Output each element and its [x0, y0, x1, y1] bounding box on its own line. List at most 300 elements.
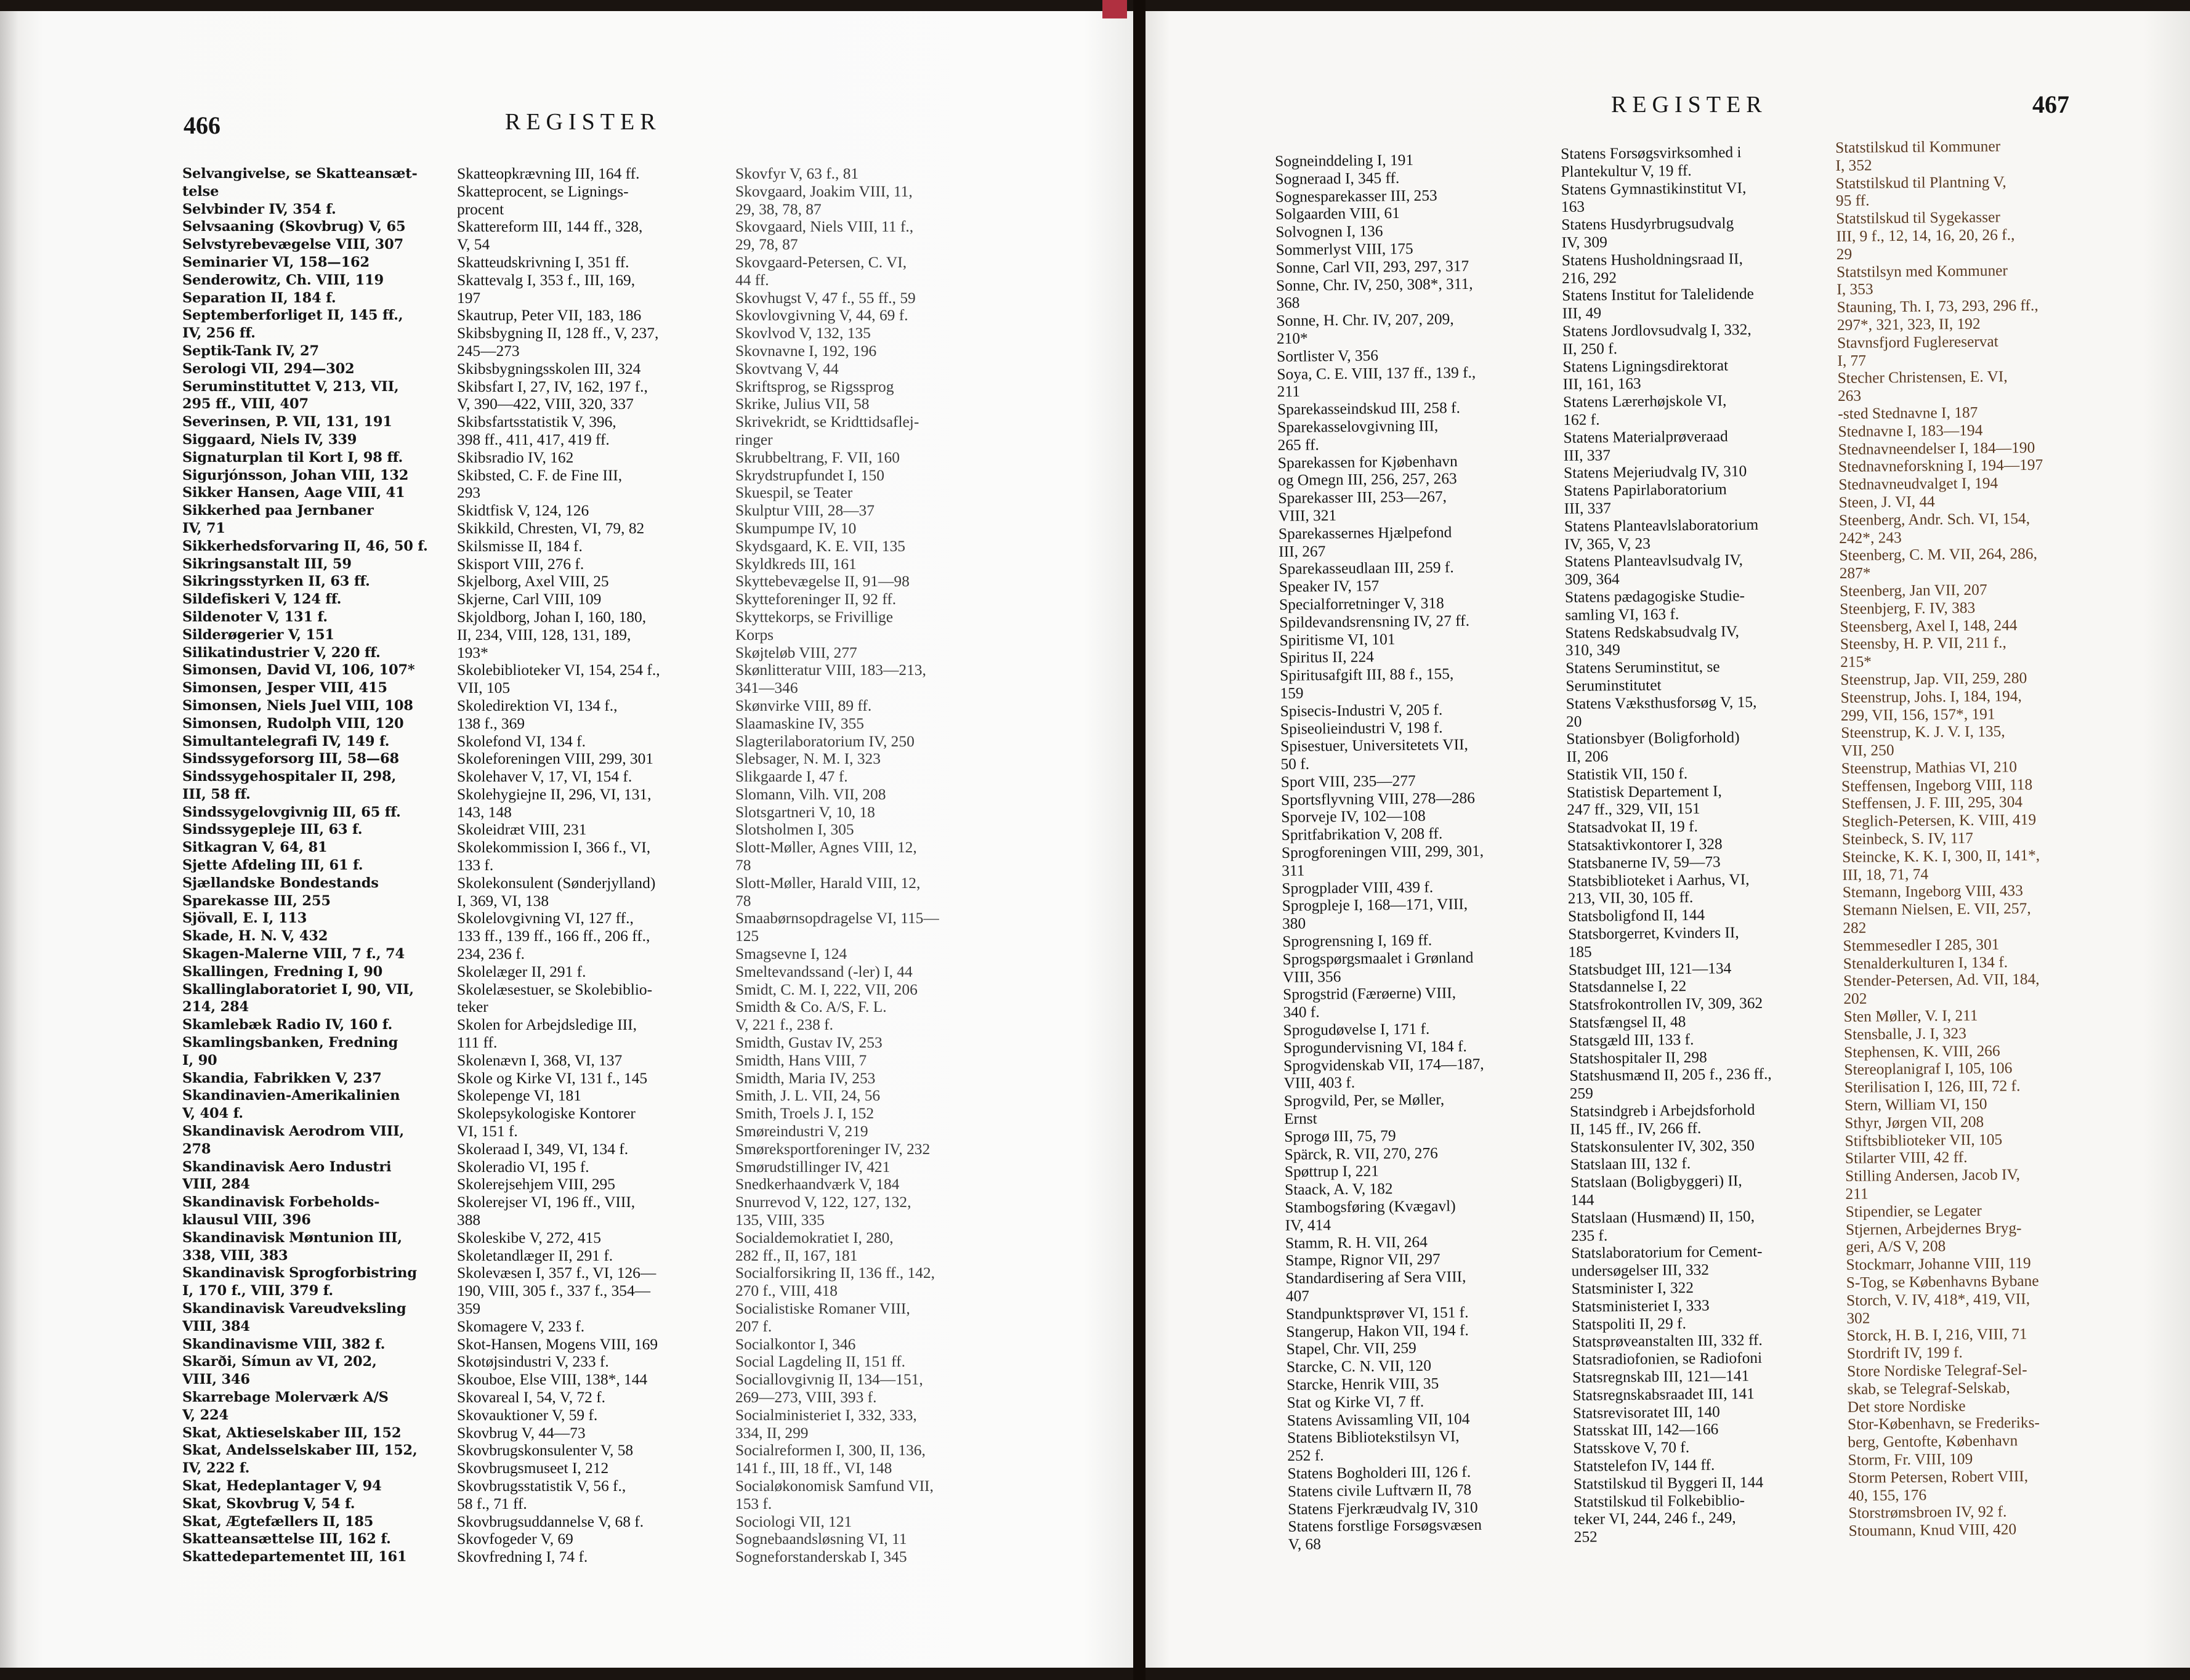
index-line: 340 f.	[1283, 1003, 1320, 1022]
index-line: Sporveje IV, 102—108	[1281, 807, 1426, 826]
index-line: Sikringsanstalt III, 59	[182, 555, 352, 572]
index-line: Spisecis-Industri V, 205 f.	[1280, 701, 1443, 720]
index-line: 302	[1846, 1309, 1870, 1327]
index-line: 58 f., 71 ff.	[457, 1495, 527, 1512]
index-line: V, 221 f., 238 f.	[735, 1016, 833, 1034]
index-line: 138 f., 369	[457, 714, 525, 732]
index-line: klausul VIII, 396	[182, 1212, 311, 1229]
index-line: S-Tog, se Københavns Bybane	[1846, 1272, 2039, 1291]
index-line: 162 f.	[1563, 411, 1600, 429]
index-line: 143, 148	[457, 803, 512, 821]
index-line: Soya, C. E. VIII, 137 ff., 139 f.,	[1277, 363, 1476, 383]
index-line: Solvognen I, 136	[1275, 222, 1383, 241]
index-line: Statsradiofonien, se Radiofoni	[1572, 1349, 1763, 1369]
index-line: III, 9 f., 12, 14, 16, 20, 26 f.,	[1836, 226, 2015, 245]
index-line: procent	[457, 200, 504, 218]
index-line: Statsminister I, 322	[1571, 1279, 1694, 1298]
index-line: Statens Bogholderi III, 126 f.	[1287, 1463, 1471, 1482]
index-line: berg, Gentofte, København	[1848, 1432, 2018, 1452]
index-line: Seminarier VI, 158—162	[182, 254, 370, 270]
index-line: Skydsgaard, K. E. VII, 135	[735, 537, 905, 555]
index-line: Stensballe, J. I, 323	[1843, 1024, 1966, 1043]
index-line: Skovfyr V, 63 f., 81	[735, 165, 859, 182]
index-line: Skandinavisk Aerodrom VIII,	[182, 1123, 405, 1140]
index-line: Statspoliti II, 29 f.	[1572, 1314, 1686, 1333]
index-line: Det store Nordiske	[1847, 1397, 1966, 1416]
index-line: Skovgaard, Niels VIII, 11 f.,	[735, 218, 914, 236]
index-line: Spisestuer, Universitetets VII,	[1280, 736, 1468, 756]
index-line: Senderowitz, Ch. VIII, 119	[182, 272, 384, 288]
index-line: Sparekassernes Hjælpefond	[1278, 523, 1452, 543]
index-line: Statsborgerret, Kvinders II,	[1568, 924, 1739, 943]
index-line: Septik-Tank IV, 27	[182, 342, 319, 359]
index-line: Skolefond VI, 134 f.	[457, 732, 586, 750]
index-line: Sparekasseindskud III, 258 f.	[1277, 399, 1460, 419]
index-line: Skrike, Julius VII, 58	[735, 395, 870, 413]
index-line: Stockmarr, Johanne VIII, 119	[1846, 1254, 2031, 1274]
index-line: Sindssygeforsorg III, 58—68	[182, 751, 399, 767]
index-line: Sjövall, E. I, 113	[182, 910, 307, 927]
index-line: Storm, Fr. VIII, 109	[1848, 1450, 1973, 1469]
index-line: 20	[1566, 713, 1582, 730]
index-line: Standardisering af Sera VIII,	[1285, 1268, 1466, 1288]
index-line: Skat, Ægtefællers II, 185	[182, 1513, 374, 1530]
index-line: Skjoldborg, Johan I, 160, 180,	[457, 608, 647, 626]
index-line: Statslaan (Boligbyggeri) II,	[1570, 1172, 1742, 1192]
index-line: Skolepenge VI, 181	[457, 1087, 581, 1105]
index-line: Stamm, R. H. VII, 264	[1285, 1233, 1428, 1252]
index-line: 111 ff.	[457, 1034, 498, 1052]
index-line: Skandinavisk Aero Industri	[182, 1158, 392, 1175]
index-line: Steglich-Petersen, K. VIII, 419	[1841, 811, 2037, 831]
index-line: Smøreindustri V, 219	[735, 1123, 868, 1141]
index-line: Silderøgerier V, 151	[182, 626, 334, 643]
index-line: Sildefiskeri V, 124 ff.	[182, 591, 342, 608]
index-line: Simonsen, David VI, 106, 107*	[182, 662, 415, 679]
index-line: Storm Petersen, Robert VIII,	[1848, 1467, 2029, 1487]
index-line: Skrydstrupfundet I, 150	[735, 466, 884, 484]
index-line: Smagsevne I, 124	[735, 945, 847, 963]
index-line: 144	[1570, 1191, 1594, 1209]
index-line: VIII, 403 f.	[1283, 1074, 1356, 1092]
index-line: Sortlister V, 356	[1277, 347, 1379, 365]
index-line: 197	[457, 289, 481, 307]
index-line: Skoleforeningen VIII, 299, 301	[457, 750, 653, 768]
index-line: Statens Ligningsdirektorat	[1562, 356, 1729, 376]
index-line: Skibsradio IV, 162	[457, 448, 574, 466]
index-line: Statsskat III, 142—166	[1572, 1421, 1719, 1440]
index-line: Skotøjsindustri V, 233 f.	[457, 1353, 609, 1371]
index-line: 235 f.	[1570, 1226, 1608, 1245]
index-line: 202	[1843, 990, 1867, 1008]
index-line: Skattereform III, 144 ff., 328,	[457, 218, 643, 236]
index-line: Sonne, Chr. IV, 250, 308*, 311,	[1275, 275, 1473, 294]
index-line: Stednavneendelser I, 184—190	[1838, 438, 2035, 458]
index-line: Stereoplanigraf I, 105, 106	[1844, 1059, 2013, 1079]
index-line: Simultantelegrafi IV, 149 f.	[182, 733, 390, 749]
index-line: Socialforsikring II, 136 ff., 142,	[735, 1264, 935, 1282]
index-line: 29	[1836, 245, 1853, 263]
index-line: Skat, Andelsselskaber III, 152,	[182, 1442, 418, 1459]
index-line: IV, 365, V, 23	[1564, 535, 1651, 553]
index-line: Stavnsfjord Fuglereservat	[1837, 333, 1998, 352]
index-line: 159	[1280, 684, 1304, 702]
index-line: Skovgaard, Joakim VIII, 11,	[735, 182, 913, 200]
index-column-3	[735, 165, 1019, 1566]
index-line: Skovgaard-Petersen, C. VI,	[735, 253, 907, 271]
index-line: IV, 222 f.	[182, 1460, 250, 1477]
index-line: Spiritusafgift III, 88 f., 155,	[1280, 665, 1454, 685]
index-line: geri, A/S V, 208	[1846, 1237, 1946, 1256]
index-line: Stambogsføring (Kvægavl)	[1285, 1197, 1456, 1216]
index-line: Smidth, Gustav IV, 253	[735, 1034, 883, 1052]
index-line: Skønlitteratur VIII, 183—213,	[735, 661, 926, 679]
index-line: Snedkerhaandværk V, 184	[735, 1176, 900, 1193]
index-line: Stednavne I, 183—194	[1838, 421, 1983, 440]
index-line: Sjællandske Bondestands	[182, 874, 379, 891]
running-head: REGISTER	[1611, 92, 1768, 118]
index-line: V, 390—422, VIII, 320, 337	[457, 395, 634, 413]
index-line: Sportsflyvning VIII, 278—286	[1280, 789, 1476, 809]
index-line: Statens Bibliotekstilsyn VI,	[1287, 1428, 1460, 1447]
index-line: Smaabørnsopdragelse VI, 115—	[735, 910, 939, 927]
index-line: Skisport VIII, 276 f.	[457, 555, 584, 573]
index-line: III, 337	[1563, 446, 1611, 464]
index-line: Sparekasseudlaan III, 259 f.	[1279, 559, 1454, 578]
index-line: 78	[735, 857, 751, 874]
index-line: teker	[457, 998, 488, 1016]
index-line: Smørudstillinger IV, 421	[735, 1158, 891, 1176]
index-line: Sterilisation I, 126, III, 72 f.	[1844, 1077, 2021, 1097]
index-line: Slebsager, N. M. I, 323	[735, 750, 881, 768]
index-line: Sten Møller, V. I, 211	[1843, 1006, 1978, 1025]
index-line: III, 18, 71, 74	[1842, 865, 1929, 884]
index-line: Skandinavisk Forbeholds-	[182, 1194, 380, 1211]
index-line: Skolekonsulent (Sønderjylland)	[457, 874, 656, 892]
index-line: VIII, 384	[182, 1318, 250, 1335]
index-line: Stemmesedler I 285, 301	[1843, 935, 2000, 955]
book-gutter	[1133, 0, 1146, 1680]
index-line: 270 f., VIII, 418	[735, 1282, 838, 1300]
index-line: Statens civile Luftværn II, 78	[1287, 1480, 1472, 1500]
index-column-3	[1835, 136, 2138, 1540]
index-line: Skilsmisse II, 184 f.	[457, 537, 583, 555]
index-line: Steensberg, Axel I, 148, 244	[1840, 616, 2018, 636]
index-line: Selvbinder IV, 354 f.	[182, 201, 336, 217]
index-line: Skoleskibe V, 272, 415	[457, 1229, 601, 1246]
index-line: Statens Redskabsudvalg IV,	[1565, 622, 1740, 642]
index-line: Korps	[735, 626, 774, 644]
index-line: Statslaan III, 132 f.	[1570, 1155, 1691, 1174]
index-line: Statsrevisoratet III, 140	[1572, 1403, 1720, 1422]
index-line: Stern, William VI, 150	[1844, 1095, 1987, 1114]
index-line: Statslaan (Husmænd) II, 150,	[1570, 1207, 1755, 1227]
index-line: Sommerlyst VIII, 175	[1275, 240, 1413, 259]
index-line: Steenberg, C. M. VII, 264, 286,	[1839, 545, 2037, 565]
index-line: Skovauktioner V, 59 f.	[457, 1406, 598, 1424]
index-line: Skagen-Malerne VIII, 7 f., 74	[182, 946, 405, 963]
index-line: Sprogpleje I, 168—171, VIII,	[1282, 895, 1468, 915]
index-line: I, 352	[1835, 156, 1872, 174]
index-line: Smith, J. L. VII, 24, 56	[735, 1087, 881, 1105]
index-line: Skibsfart I, 27, IV, 162, 197 f.,	[457, 378, 648, 395]
index-line: Stauning, Th. I, 73, 293, 296 ff.,	[1836, 297, 2038, 317]
index-line: Sparekasser III, 253—267,	[1278, 488, 1447, 507]
index-line: Statstilskud til Sygekasser	[1836, 208, 2000, 228]
index-line: Slikgaarde I, 47 f.	[735, 768, 848, 786]
index-line: 380	[1282, 915, 1306, 933]
index-line: Skattedepartementet III, 161	[182, 1549, 407, 1565]
index-line: Skibsbygning II, 128 ff., V, 237,	[457, 325, 659, 342]
index-line: IV, 309	[1561, 233, 1607, 251]
index-line: Stiftsbiblioteker VII, 105	[1845, 1131, 2003, 1150]
index-line: Simonsen, Niels Juel VIII, 108	[182, 697, 413, 714]
index-line: Skolehaver V, 17, VI, 154 f.	[457, 768, 632, 786]
index-line: Skarrebage Molerværk A/S	[182, 1389, 389, 1405]
index-line: Skot-Hansen, Mogens VIII, 169	[457, 1335, 658, 1353]
index-line: Statens Væksthusforsøg V, 15,	[1566, 693, 1757, 713]
index-line: Stipendier, se Legater	[1845, 1201, 1982, 1221]
index-line: II, 234, VIII, 128, 131, 189,	[457, 626, 631, 644]
index-line: Steen, J. VI, 44	[1838, 493, 1935, 511]
index-line: Skytteforeninger II, 92 ff.	[735, 591, 897, 608]
index-line: Skolelæsestuer, se Skolebiblio-	[457, 980, 653, 998]
index-line: Skøjteløb VIII, 277	[735, 644, 857, 661]
index-line: 125	[735, 927, 759, 945]
index-line: 278	[182, 1141, 211, 1157]
index-column-2	[457, 165, 734, 1566]
index-line: 50 f.	[1280, 755, 1310, 773]
index-line: Skrivekridt, se Kridttidsaflej-	[735, 413, 919, 431]
index-line: 338, VIII, 383	[182, 1247, 288, 1264]
index-line: Statens Planteavlsudvalg IV,	[1564, 551, 1744, 571]
index-line: 295 ff., VIII, 407	[182, 396, 309, 413]
index-line: Statens forstlige Forsøgsvæsen	[1288, 1516, 1482, 1536]
index-line: Statsskove V, 70 f.	[1573, 1439, 1690, 1458]
index-line: 388	[457, 1211, 481, 1229]
index-line: I, 90	[182, 1052, 217, 1068]
index-line: Steincke, K. K. I, 300, II, 141*,	[1842, 846, 2040, 866]
index-line: 234, 236 f.	[457, 945, 525, 963]
index-line: Skovbrugsstatistik V, 56 f.,	[457, 1477, 626, 1495]
index-line: 40, 155, 176	[1848, 1486, 1927, 1504]
index-line: Skolepsykologiske Kontorer	[457, 1105, 636, 1123]
index-line: Stender-Petersen, Ad. VII, 184,	[1843, 971, 2040, 990]
index-line: Skamlebæk Radio IV, 160 f.	[182, 1017, 393, 1033]
index-line: Skatteudskrivning I, 351 ff.	[457, 253, 629, 271]
index-line: Skulptur VIII, 28—37	[735, 502, 875, 520]
index-line: Steenbjerg, F. IV, 383	[1840, 599, 1976, 618]
index-line: Skatteansættelse III, 162 f.	[182, 1531, 391, 1548]
index-line: Skoletandlæger II, 291 f.	[457, 1246, 613, 1264]
index-line: Skolerejsehjem VIII, 295	[457, 1176, 615, 1193]
index-line: Skjelborg, Axel VIII, 25	[457, 573, 609, 591]
index-line: Sonne, Carl VII, 293, 297, 317	[1275, 257, 1469, 277]
index-line: Severinsen, P. VII, 131, 191	[182, 414, 392, 430]
index-line: 293	[457, 484, 481, 502]
index-line: II, 145 ff., IV, 266 ff.	[1570, 1119, 1702, 1138]
index-line: Stednavneforskning I, 194—197	[1838, 456, 2043, 476]
index-line: I, 170 f., VIII, 379 f.	[182, 1283, 333, 1299]
index-line: Statsfrokontrollen IV, 309, 362	[1569, 995, 1763, 1014]
index-line: 287*	[1839, 564, 1871, 583]
index-line: Spiseolieindustri V, 198 f.	[1280, 718, 1443, 738]
index-line: Stjernen, Arbejdernes Bryg-	[1845, 1219, 2022, 1238]
index-line: Spärck, R. VII, 270, 276	[1284, 1144, 1438, 1163]
index-line: ringer	[735, 430, 773, 448]
index-line: 190, VIII, 305 f., 337 f., 354—	[457, 1282, 651, 1300]
index-line: Sikker Hansen, Aage VIII, 41	[182, 485, 405, 501]
index-line: 310, 349	[1565, 641, 1620, 660]
index-line: Storck, H. B. I, 216, VIII, 71	[1846, 1325, 2027, 1345]
index-line: Statens Forsøgsvirksomhed i	[1561, 143, 1742, 163]
index-line: Skovnavne I, 192, 196	[735, 342, 877, 360]
index-line: Stoumann, Knud VIII, 420	[1848, 1520, 2017, 1540]
index-line: Skoleidræt VIII, 231	[457, 821, 587, 839]
index-line: Skrubbeltrang, F. VII, 160	[735, 448, 900, 466]
index-line: Statshusmænd II, 205 f., 236 ff.,	[1569, 1065, 1772, 1085]
index-line: Skovlovgivning V, 44, 69 f.	[735, 307, 908, 325]
index-line: Sprogrensning I, 169 ff.	[1282, 931, 1432, 951]
index-line: Skandinavisk Sprogforbistring	[182, 1265, 417, 1282]
index-line: VI, 151 f.	[457, 1123, 518, 1141]
index-line: 309, 364	[1564, 570, 1620, 589]
index-line: IV, 71	[182, 520, 225, 536]
index-line: Socialkontor I, 346	[735, 1335, 856, 1353]
index-line: 185	[1568, 943, 1592, 961]
index-line: Smidth, Maria IV, 253	[735, 1069, 876, 1087]
index-line: Statens Husholdningsraad II,	[1561, 249, 1743, 269]
index-line: Sprogvidenskab VII, 174—187,	[1283, 1055, 1484, 1075]
index-line: Skolerejser VI, 196 ff., VIII,	[457, 1193, 636, 1211]
index-line: Sprogudøvelse I, 171 f.	[1283, 1020, 1430, 1039]
index-line: Statsregnskab III, 121—141	[1572, 1367, 1750, 1386]
index-line: Seruminstitutet	[1566, 676, 1662, 695]
index-line: Skyldkreds III, 161	[735, 555, 857, 573]
index-line: 398 ff., 411, 417, 419 ff.	[457, 430, 610, 448]
index-line: Skolelovgivning VI, 127 ff.,	[457, 910, 634, 927]
index-line: Skolelæger II, 291 f.	[457, 963, 586, 980]
index-line: Simonsen, Jesper VIII, 415	[182, 680, 387, 697]
index-line: VII, 105	[457, 679, 511, 697]
index-line: 44 ff.	[735, 271, 769, 289]
index-line: Stapel, Chr. VII, 259	[1286, 1339, 1416, 1359]
index-line: Skyttebevægelse II, 91—98	[735, 573, 910, 591]
index-line: Smidth & Co. A/S, F. L.	[735, 998, 887, 1016]
index-line: 216, 292	[1561, 269, 1617, 287]
index-line: 299, VII, 156, 157*, 191	[1840, 705, 1995, 724]
index-line: Steenberg, Jan VII, 207	[1839, 581, 1987, 600]
index-line: II, 250 f.	[1562, 339, 1618, 358]
index-line: Specialforretninger V, 318	[1279, 594, 1444, 613]
index-line: Skatteprocent, se Lignings-	[457, 182, 629, 200]
index-line: Skautrup, Peter VII, 183, 186	[457, 307, 642, 325]
index-line: 29, 38, 78, 87	[735, 200, 822, 218]
index-column-1	[182, 165, 456, 1566]
index-line: 213, VII, 30, 105 ff.	[1567, 889, 1694, 908]
index-line: Skandinavisk Vareudveksling	[182, 1301, 406, 1317]
index-line: 263	[1837, 387, 1862, 405]
index-line: Sogneinddeling I, 191	[1275, 151, 1414, 170]
index-line: Skovhugst V, 47 f., 55 ff., 59	[735, 289, 916, 307]
index-line: Statsdannelse I, 22	[1568, 977, 1687, 996]
index-line: Sprogstrid (Færøerne) VIII,	[1282, 984, 1457, 1004]
index-line: Slagterilaboratorium IV, 250	[735, 732, 915, 750]
index-line: Selvangivelse, se Skatteansæt-	[182, 166, 418, 182]
index-line: Skovfogeder V, 69	[457, 1530, 573, 1548]
index-line: Skoleradio VI, 195 f.	[457, 1158, 589, 1176]
index-line: Stilling Andersen, Jacob IV,	[1845, 1166, 2021, 1185]
index-line: Sprogø III, 75, 79	[1284, 1127, 1396, 1145]
index-line: Skolehygiejne II, 296, VI, 131,	[457, 785, 652, 803]
index-line: og Omegn III, 256, 257, 263	[1277, 470, 1457, 490]
index-line: Sparekasselovgivning III,	[1277, 417, 1439, 436]
index-line: 282	[1843, 919, 1867, 937]
index-line: III, 267	[1279, 542, 1326, 560]
index-line: Starcke, Henrik VIII, 35	[1287, 1375, 1439, 1394]
index-line: Plantekultur V, 19 ff.	[1561, 161, 1692, 180]
index-line: Statstilskud til Folkebiblio-	[1574, 1491, 1745, 1511]
index-line: Sognebaandsløsning VI, 11	[735, 1530, 907, 1548]
index-line: Slott-Møller, Harald VIII, 12,	[735, 874, 921, 892]
index-line: Statens Seruminstitut, se	[1566, 658, 1720, 677]
index-line: I, 369, VI, 138	[457, 892, 549, 910]
index-line: Socialreformen I, 300, II, 136,	[735, 1442, 926, 1460]
index-line: Sindssygelovgivnig III, 65 ff.	[182, 804, 401, 820]
index-line: Skumpumpe IV, 10	[735, 519, 857, 537]
index-line: Stor-København, se Frederiks-	[1847, 1414, 2040, 1434]
index-line: Skovbrugsmuseet I, 212	[457, 1460, 609, 1477]
index-line: Sonne, H. Chr. IV, 207, 209,	[1276, 310, 1454, 330]
index-line: VII, 250	[1841, 741, 1894, 760]
index-line: Separation II, 184 f.	[182, 289, 336, 306]
index-line: 211	[1277, 382, 1301, 401]
index-line: Sjette Afdeling III, 61 f.	[182, 857, 363, 874]
index-line: Skallinglaboratoriet I, 90, VII,	[182, 981, 414, 998]
index-line: Stephensen, K. VIII, 266	[1844, 1042, 2000, 1061]
index-line: samling VI, 163 f.	[1565, 605, 1679, 624]
index-line: I, 77	[1837, 352, 1867, 370]
index-line: Sociologi VII, 121	[735, 1512, 852, 1530]
index-line: Statsbudget III, 121—134	[1568, 959, 1732, 979]
index-line: Skyttekorps, se Frivillige	[735, 608, 894, 626]
index-line: Skandia, Fabrikken V, 237	[182, 1070, 382, 1086]
index-line: Statskonsulenter IV, 302, 350	[1570, 1136, 1755, 1156]
index-line: Slomann, Vilh. VII, 208	[735, 785, 886, 803]
index-line: Store Nordiske Telegraf-Sel-	[1847, 1361, 2027, 1380]
index-line: telse	[182, 183, 219, 200]
index-line: IV, 256 ff.	[182, 325, 256, 342]
index-line: Statens Materialprøveraad	[1563, 427, 1728, 446]
index-line: Skolevæsen I, 357 f., VI, 126—	[457, 1264, 657, 1282]
index-line: Skolen for Arbejdsledige III,	[457, 1016, 637, 1034]
index-line: Solgaarden VIII, 61	[1275, 204, 1400, 224]
index-line: Skandinavien-Amerikalinien	[182, 1088, 400, 1104]
index-line: Socialistiske Romaner VIII,	[735, 1300, 910, 1317]
index-line: Skallingen, Fredning I, 90	[182, 963, 383, 980]
index-line: 407	[1285, 1287, 1310, 1305]
index-line: Stangerup, Hakon VII, 194 f.	[1286, 1321, 1469, 1341]
index-line: 265 ff.	[1277, 436, 1319, 454]
index-line: Skoleraad I, 349, VI, 134 f.	[457, 1140, 629, 1158]
index-line: Skamlingsbanken, Fredning	[182, 1035, 398, 1051]
index-line: Sparekassen for Kjøbenhavn	[1277, 452, 1458, 472]
index-line: V, 404 f.	[182, 1105, 243, 1122]
index-line: Skovbrugskonsulenter V, 58	[457, 1442, 634, 1460]
index-line: 252	[1574, 1528, 1598, 1546]
index-line: Sindssygepleje III, 63 f.	[182, 822, 363, 838]
index-line: Statsaktivkontorer I, 328	[1567, 835, 1723, 855]
